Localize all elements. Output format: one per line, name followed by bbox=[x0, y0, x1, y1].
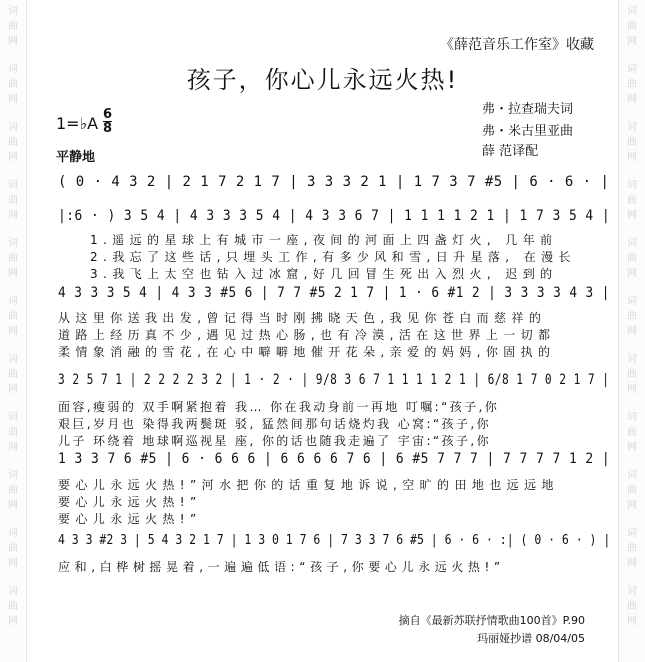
composer-credit: 弗・米古里亚曲 bbox=[482, 124, 574, 139]
watermark-char: 网 bbox=[627, 326, 637, 337]
watermark-char: 词 bbox=[8, 528, 18, 539]
lyric-line: 3.我飞上太空也钻入过冰窟,好几回冒生死出入烈火, 迟到的 bbox=[90, 267, 558, 281]
watermark-char: 词 bbox=[627, 586, 637, 597]
watermark-char: 网 bbox=[8, 94, 18, 105]
watermark-char: 曲 bbox=[8, 485, 18, 496]
watermark-char: 词 bbox=[627, 528, 637, 539]
watermark-char: 曲 bbox=[8, 21, 18, 32]
lyricist-credit: 弗・拉查瑞夫词 bbox=[482, 102, 574, 117]
lyric-line: 儿子 环绕着 地球啊巡视星 座, 你的话也随我走遍了 宇宙:“孩子,你 bbox=[58, 434, 491, 448]
watermark-char: 网 bbox=[8, 616, 18, 627]
lyric-line: 要心儿永远火热!”河水把你的话重复地诉说,空旷的田地也远远地 bbox=[58, 478, 559, 492]
watermark-char: 网 bbox=[8, 326, 18, 337]
watermark-char: 曲 bbox=[8, 427, 18, 438]
notation-line: |:6 · ) 3 5 4 | 4 3 3 3 5 4 | 4 3 3 6 7 | 1 1 1 1 2 1 | 1 7 3 5 4 | bbox=[58, 208, 611, 224]
notation-line: ( 0 · 4 3 2 | 2 1 7 2 1 7 | 3 3 3 2 1 | 1 7 3 7 #5 | 6 · 6 · | bbox=[58, 174, 610, 190]
left-margin-strip bbox=[0, 0, 27, 662]
watermark-char: 曲 bbox=[627, 485, 637, 496]
copier-note: 玛丽娅抄谱 08/04/05 bbox=[477, 632, 585, 645]
lyric-line: 面容,瘦弱的 双手啊紧抱着 我… 你在我动身前一再地 叮嘱:“孩子,你 bbox=[58, 400, 500, 414]
watermark-char: 词 bbox=[8, 470, 18, 481]
lyric-line: 应和,白桦树摇晃着,一遍遍低语:“孩子,你要心儿永远火热!” bbox=[58, 560, 505, 574]
watermark-char: 网 bbox=[8, 558, 18, 569]
lyric-line: 柔情象消融的雪花,在心中噼噼地催开花朵,亲爱的妈妈,你固执的 bbox=[58, 345, 556, 359]
collection-label: 《薛范音乐工作室》收藏 bbox=[440, 37, 594, 53]
lyric-line: 1.遥远的星球上有城市一座,夜间的河面上四盏灯火, 几年前 bbox=[90, 233, 558, 247]
watermark-char: 词 bbox=[8, 586, 18, 597]
watermark-char: 曲 bbox=[627, 311, 637, 322]
watermark-char: 网 bbox=[8, 384, 18, 395]
notation-line: 4 3 3 #2 3 | 5 4 3 2 1 7 | 1 3 0 1 7 6 | 7 3 3 7 6 #5 | 6 · 6 · :| ( 0 · 6 · ) | bbox=[58, 533, 611, 548]
watermark-char: 网 bbox=[627, 384, 637, 395]
notation-line: 3 2 5 7 1 | 2 2 2 2 3 2 | 1 · 2 · | 9/8 3 6 7 1 1 1 1 2 1 | 6/8 1 7 0 2 1 7 | bbox=[58, 372, 610, 388]
watermark-char: 词 bbox=[627, 412, 637, 423]
lyric-line: 2.我忘了这些话,只埋头工作,有多少风和雪,日升星落, 在漫长 bbox=[90, 250, 576, 264]
watermark-char: 曲 bbox=[627, 369, 637, 380]
watermark-char: 网 bbox=[627, 210, 637, 221]
translator-credit: 薛 范译配 bbox=[482, 144, 539, 159]
lyric-line: 要心儿永远火热!” bbox=[58, 495, 202, 509]
watermark-char: 网 bbox=[8, 442, 18, 453]
time-signature bbox=[103, 109, 112, 135]
watermark-char: 词 bbox=[8, 122, 18, 133]
watermark-char: 曲 bbox=[8, 253, 18, 264]
watermark-char: 词 bbox=[8, 6, 18, 17]
watermark-char: 词 bbox=[8, 238, 18, 249]
watermark-char: 词 bbox=[627, 6, 637, 17]
watermark-char: 网 bbox=[8, 210, 18, 221]
watermark-char: 网 bbox=[627, 500, 637, 511]
watermark-char: 网 bbox=[8, 268, 18, 279]
watermark-char: 曲 bbox=[8, 601, 18, 612]
watermark-char: 曲 bbox=[8, 369, 18, 380]
watermark-char: 网 bbox=[627, 442, 637, 453]
watermark-char: 词 bbox=[8, 354, 18, 365]
watermark-char: 网 bbox=[8, 500, 18, 511]
watermark-char: 词 bbox=[8, 180, 18, 191]
lyric-line: 艰巨,岁月也 染得我两鬓斑 驳, 猛然间那句话烧灼我 心窝:“孩子,你 bbox=[58, 417, 491, 431]
lyric-line: 从这里你送我出发,曾记得当时刚拂晓天色,我见你苍白而慈祥的 bbox=[58, 311, 547, 325]
watermark-char: 词 bbox=[627, 354, 637, 365]
watermark-char: 网 bbox=[8, 152, 18, 163]
watermark-char: 曲 bbox=[8, 543, 18, 554]
watermark-char: 词 bbox=[8, 296, 18, 307]
watermark-char: 网 bbox=[627, 152, 637, 163]
watermark-char: 网 bbox=[627, 558, 637, 569]
watermark-char: 网 bbox=[627, 94, 637, 105]
watermark-char: 曲 bbox=[8, 195, 18, 206]
watermark-char: 曲 bbox=[627, 21, 637, 32]
watermark-char: 曲 bbox=[8, 79, 18, 90]
lyric-line: 道路上经历真不少,遇见过热心肠,也有冷漠,活在这世界上一切都 bbox=[58, 328, 556, 342]
watermark-char: 曲 bbox=[627, 137, 637, 148]
tempo-marking: 平静地 bbox=[56, 150, 96, 165]
watermark-char: 网 bbox=[8, 36, 18, 47]
notation-line: 1 3 3 7 6 #5 | 6 · 6 6 6 | 6 6 6 6 7 6 | 6 #5 7 7 7 | 7 7 7 7 1 2 | bbox=[58, 451, 611, 467]
watermark-char: 词 bbox=[627, 238, 637, 249]
song-title: 孩子，你心儿永远火热! bbox=[186, 66, 459, 94]
watermark-char: 网 bbox=[627, 268, 637, 279]
watermark-char: 词 bbox=[627, 64, 637, 75]
right-margin-strip bbox=[618, 0, 645, 662]
watermark-char: 词 bbox=[627, 180, 637, 191]
lyric-line: 要心儿永远火热!” bbox=[58, 512, 202, 526]
key-signature bbox=[56, 107, 113, 136]
watermark-char: 曲 bbox=[627, 253, 637, 264]
time-signature-top: 6 bbox=[103, 107, 113, 122]
watermark-char: 曲 bbox=[8, 311, 18, 322]
notation-line: 4 3 3 3 5 4 | 4 3 3 #5 6 | 7 7 #5 2 1 7 | 1 · 6 #1 2 | 3 3 3 3 4 3 | bbox=[58, 285, 610, 301]
watermark-char: 曲 bbox=[627, 195, 637, 206]
watermark-char: 曲 bbox=[627, 427, 637, 438]
watermark-char: 网 bbox=[627, 36, 637, 47]
key-label: 1=♭A bbox=[56, 114, 99, 133]
watermark-char: 词 bbox=[627, 122, 637, 133]
watermark-char: 词 bbox=[8, 64, 18, 75]
watermark-char: 词 bbox=[627, 470, 637, 481]
watermark-char: 曲 bbox=[627, 543, 637, 554]
watermark-char: 词 bbox=[8, 412, 18, 423]
time-signature-bottom: 8 bbox=[103, 121, 113, 136]
watermark-char: 曲 bbox=[627, 601, 637, 612]
watermark-char: 曲 bbox=[627, 79, 637, 90]
watermark-char: 曲 bbox=[8, 137, 18, 148]
watermark-char: 网 bbox=[627, 616, 637, 627]
source-note: 摘自《最新苏联抒情歌曲100首》P.90 bbox=[398, 614, 585, 627]
watermark-char: 词 bbox=[627, 296, 637, 307]
